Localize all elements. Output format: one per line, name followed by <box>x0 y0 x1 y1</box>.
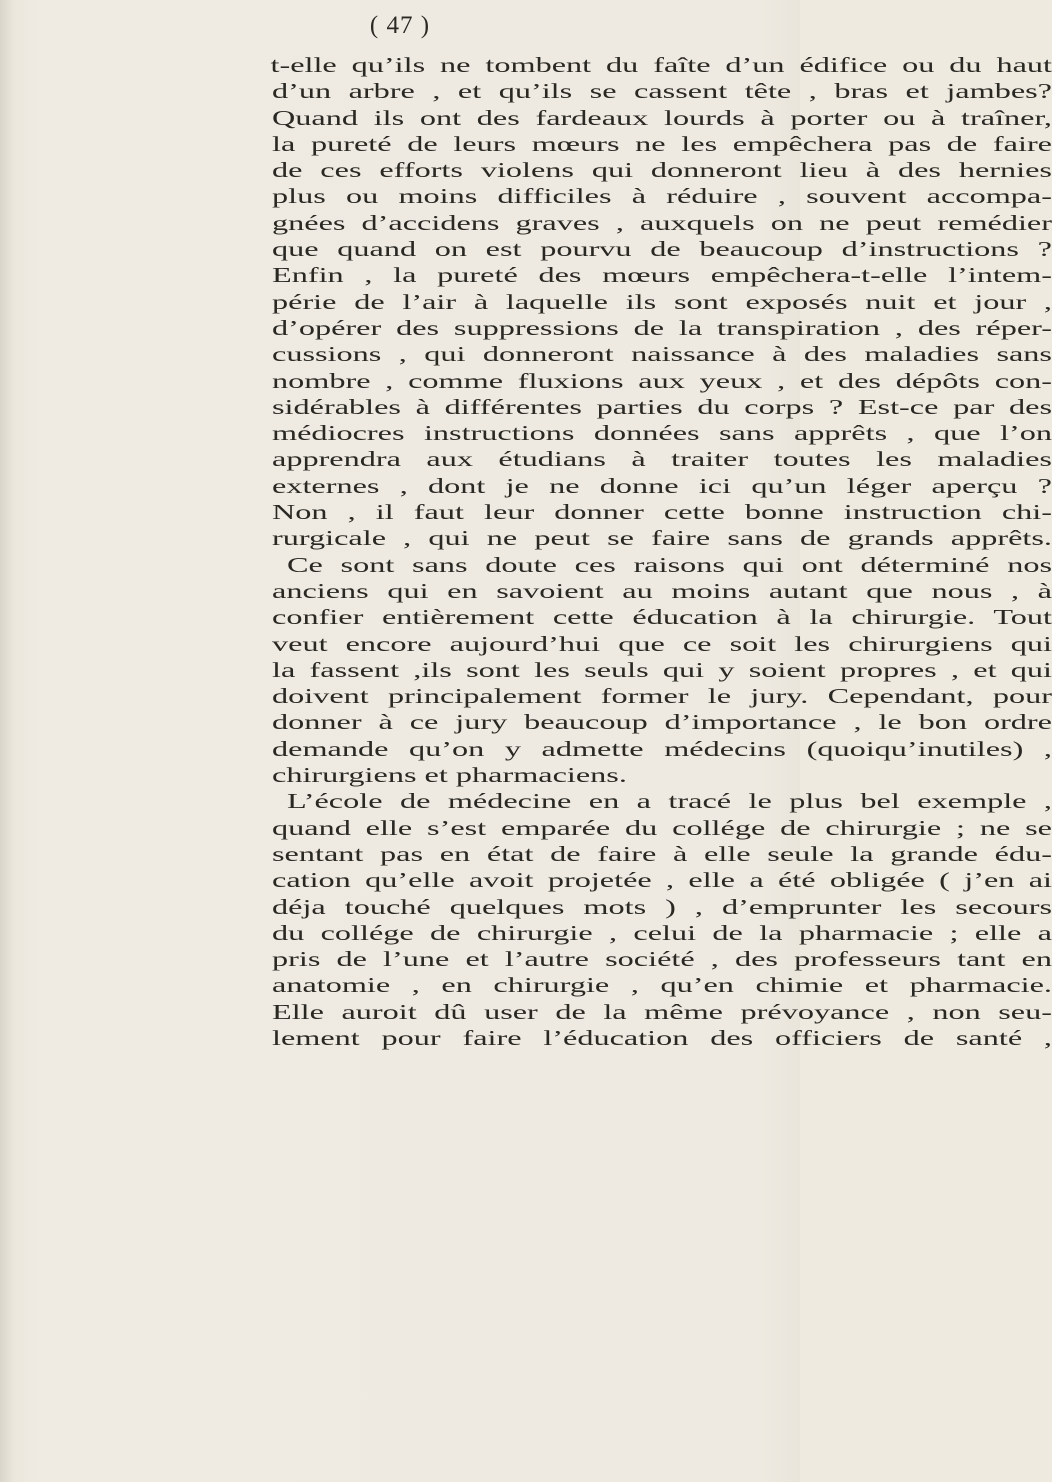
text-line: sentant pas en état de faire à elle seule la grande édu- <box>272 841 1052 866</box>
text-line: Ce sont sans doute ces raisons qui ont déterminé nos <box>287 552 1052 577</box>
text-line: d’opérer des suppressions de la transpiration , des réper- <box>272 315 1052 340</box>
text-line: externes , dont je ne donne ici qu’un léger aperçu ? <box>272 473 1052 498</box>
text-line: médiocres instructions données sans apprêts , que l’on <box>272 421 1052 446</box>
page-number: ( 47 ) <box>369 12 431 39</box>
text-line: L’école de médecine en a tracé le plus bel exemple , <box>287 789 1052 814</box>
text-line: cussions , qui donneront naissance à des maladies sans <box>272 342 1052 367</box>
text-line: gnées d’accidens graves , auxquels on ne peut remédier <box>272 210 1052 235</box>
text-line: du collége de chirurgie , celui de la pharmacie ; elle a <box>272 920 1052 945</box>
text-line: cation qu’elle avoit projetée , elle a été obligée ( j’en ai <box>272 868 1052 893</box>
text-line: déja touché quelques mots ) , d’emprunter les secours <box>272 894 1052 919</box>
text-line: périe de l’air à laquelle ils sont exposés nuit et jour , <box>272 289 1052 314</box>
body-text <box>272 52 1052 1051</box>
text-line: chirurgiens et pharmaciens. <box>272 763 627 788</box>
text-line: lement pour faire l’éducation des officiers de santé , <box>272 1025 1052 1050</box>
text-line: pris de l’une et l’autre société , des professeurs tant en <box>272 947 1052 972</box>
text-line: sidérables à différentes parties du corps ? Est-ce par des <box>272 394 1052 419</box>
text-line: de ces efforts violens qui donneront lieu à des hernies <box>272 158 1052 183</box>
text-line: anatomie , en chirurgie , qu’en chimie et pharmacie. <box>272 973 1052 998</box>
text-line: apprendra aux étudians à traiter toutes les maladies <box>272 447 1052 472</box>
text-line: que quand on est pourvu de beaucoup d’instructions ? <box>272 237 1052 262</box>
text-line: Elle auroit dû user de la même prévoyance , non seu- <box>272 999 1052 1024</box>
text-line: la pureté de leurs mœurs ne les empêchera pas de faire <box>272 131 1052 156</box>
text-line: nombre , comme fluxions aux yeux , et des dépôts con- <box>272 368 1052 393</box>
text-line: doivent principalement former le jury. Cependant, pour <box>272 684 1052 709</box>
text-line: confier entièrement cette éducation à la chirurgie. Tout <box>272 605 1052 630</box>
text-line: d’un arbre , et qu’ils se cassent tête , bras et jambes? <box>272 79 1052 104</box>
text-line: quand elle s’est emparée du collége de chirurgie ; ne se <box>272 815 1052 840</box>
text-line: Enfin , la pureté des mœurs empêchera-t-elle l’intem- <box>272 263 1052 288</box>
text-line: anciens qui en savoient au moins autant que nous , à <box>272 578 1052 603</box>
text-line: t-elle qu’ils ne tombent du faîte d’un édifice ou du haut <box>270 53 1052 77</box>
text-line: Non , il faut leur donner cette bonne instruction chi- <box>272 500 1052 525</box>
text-line: Quand ils ont des fardeaux lourds à porter ou à traîner, <box>272 105 1052 130</box>
text-line: rurgicale , qui ne peut se faire sans de grands apprêts. <box>272 526 1052 551</box>
text-line: plus ou moins difficiles à réduire , souvent accompa- <box>272 184 1052 209</box>
text-line: la fassent ,ils sont les seuls qui y soient propres , et qui <box>272 657 1052 682</box>
text-line: demande qu’on y admette médecins (quoiqu’inutiles) , <box>272 736 1052 761</box>
text-line: donner à ce jury beaucoup d’importance , le bon ordre <box>272 710 1052 735</box>
text-line: veut encore aujourd’hui que ce soit les chirurgiens qui <box>272 631 1052 656</box>
